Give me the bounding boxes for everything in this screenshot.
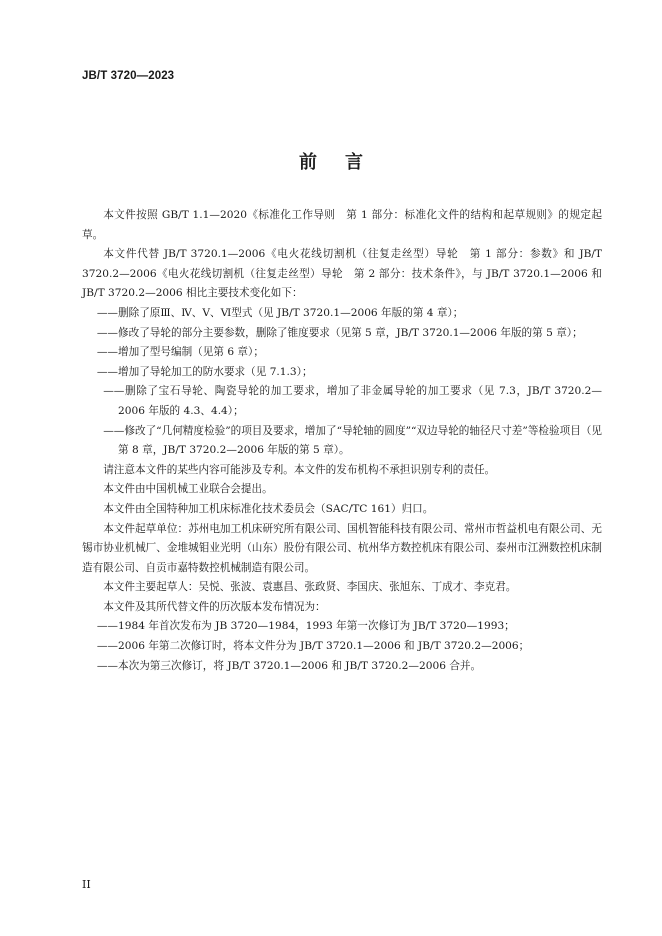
- paragraph: 本文件由全国特种加工机床标准化技术委员会（SAC/TC 161）归口。: [103, 502, 434, 515]
- change-item: ——修改了“几何精度检验”的项目及要求，增加了“导轮轴的圆度”“双边导轮的轴径尺寸差”等检验项目（见第 8 章，JB/T 3720.2—2006 年版的第 5 章）。: [103, 424, 602, 457]
- change-item: ——删除了原Ⅲ、Ⅳ、Ⅴ、Ⅵ型式（见 JB/T 3720.1—2006 年版的第 4 章）；: [96, 306, 464, 319]
- paragraph: 本文件主要起草人：吴悦、张波、袁惠昌、张政贤、李国庆、张旭东、丁成才、李克君。: [103, 581, 517, 594]
- paragraph: 本文件按照 GB/T 1.1—2020《标准化工作导则 第 1 部分：标准化文件的结构和起草规则》的规定起草。: [82, 209, 602, 241]
- paragraph: 本文件代替 JB/T 3720.1—2006《电火花线切割机（往复走丝型）导轮 第 1 部分：参数》和 JB/T 3720.2—2006《电火花线切割机（往复走丝型）导轮 第 2 部分：技术条件》，与 JB/T 3720.1—2006 和 JB/T 3720.2—2006 相比主要技术变化如下：: [82, 248, 602, 300]
- history-item: ——1984 年首次发布为 JB 3720—1984，1993 年第一次修订为 JB/T 3720—1993；: [96, 620, 515, 633]
- standard-code: JB/T 3720—2023: [82, 70, 175, 82]
- paragraph: 请注意本文件的某些内容可能涉及专利。本文件的发布机构不承担识别专利的责任。: [103, 463, 496, 476]
- change-item: ——增加了型号编制（见第 6 章）；: [96, 346, 264, 359]
- history-item: ——2006 年第二次修订时，将本文件分为 JB/T 3720.1—2006 和 JB/T 3720.2—2006；: [96, 640, 530, 653]
- foreword-body: [82, 206, 602, 676]
- paragraph: 本文件起草单位：苏州电加工机床研究所有限公司、国机智能科技有限公司、常州市哲益机电有限公司、无锡市协业机械厂、金堆城钼业光明（山东）股份有限公司、杭州华方数控机床有限公司、泰州市江洲数控机床制造有限公司、自贡市嘉特数控机械制造有限公司。: [82, 522, 602, 574]
- history-item: ——本次为第三次修订，将 JB/T 3720.1—2006 和 JB/T 3720.2—2006 合并。: [96, 659, 482, 672]
- change-item: ——修改了导轮的部分主要参数，删除了锥度要求（见第 5 章，JB/T 3720.1—2006 年版的第 5 章）；: [96, 326, 583, 339]
- page-title: 前言: [299, 152, 391, 173]
- paragraph: 本文件由中国机械工业联合会提出。: [103, 483, 273, 496]
- page-number: II: [82, 878, 91, 891]
- change-item: ——删除了宝石导轮、陶瓷导轮的加工要求，增加了非金属导轮的加工要求（见 7.3，JB/T 3720.2—2006 年版的 4.3、4.4）；: [103, 385, 602, 417]
- paragraph: 本文件及其所代替文件的历次版本发布情况为：: [103, 600, 326, 613]
- change-item: ——增加了导轮加工的防水要求（见 7.1.3）；: [96, 365, 313, 378]
